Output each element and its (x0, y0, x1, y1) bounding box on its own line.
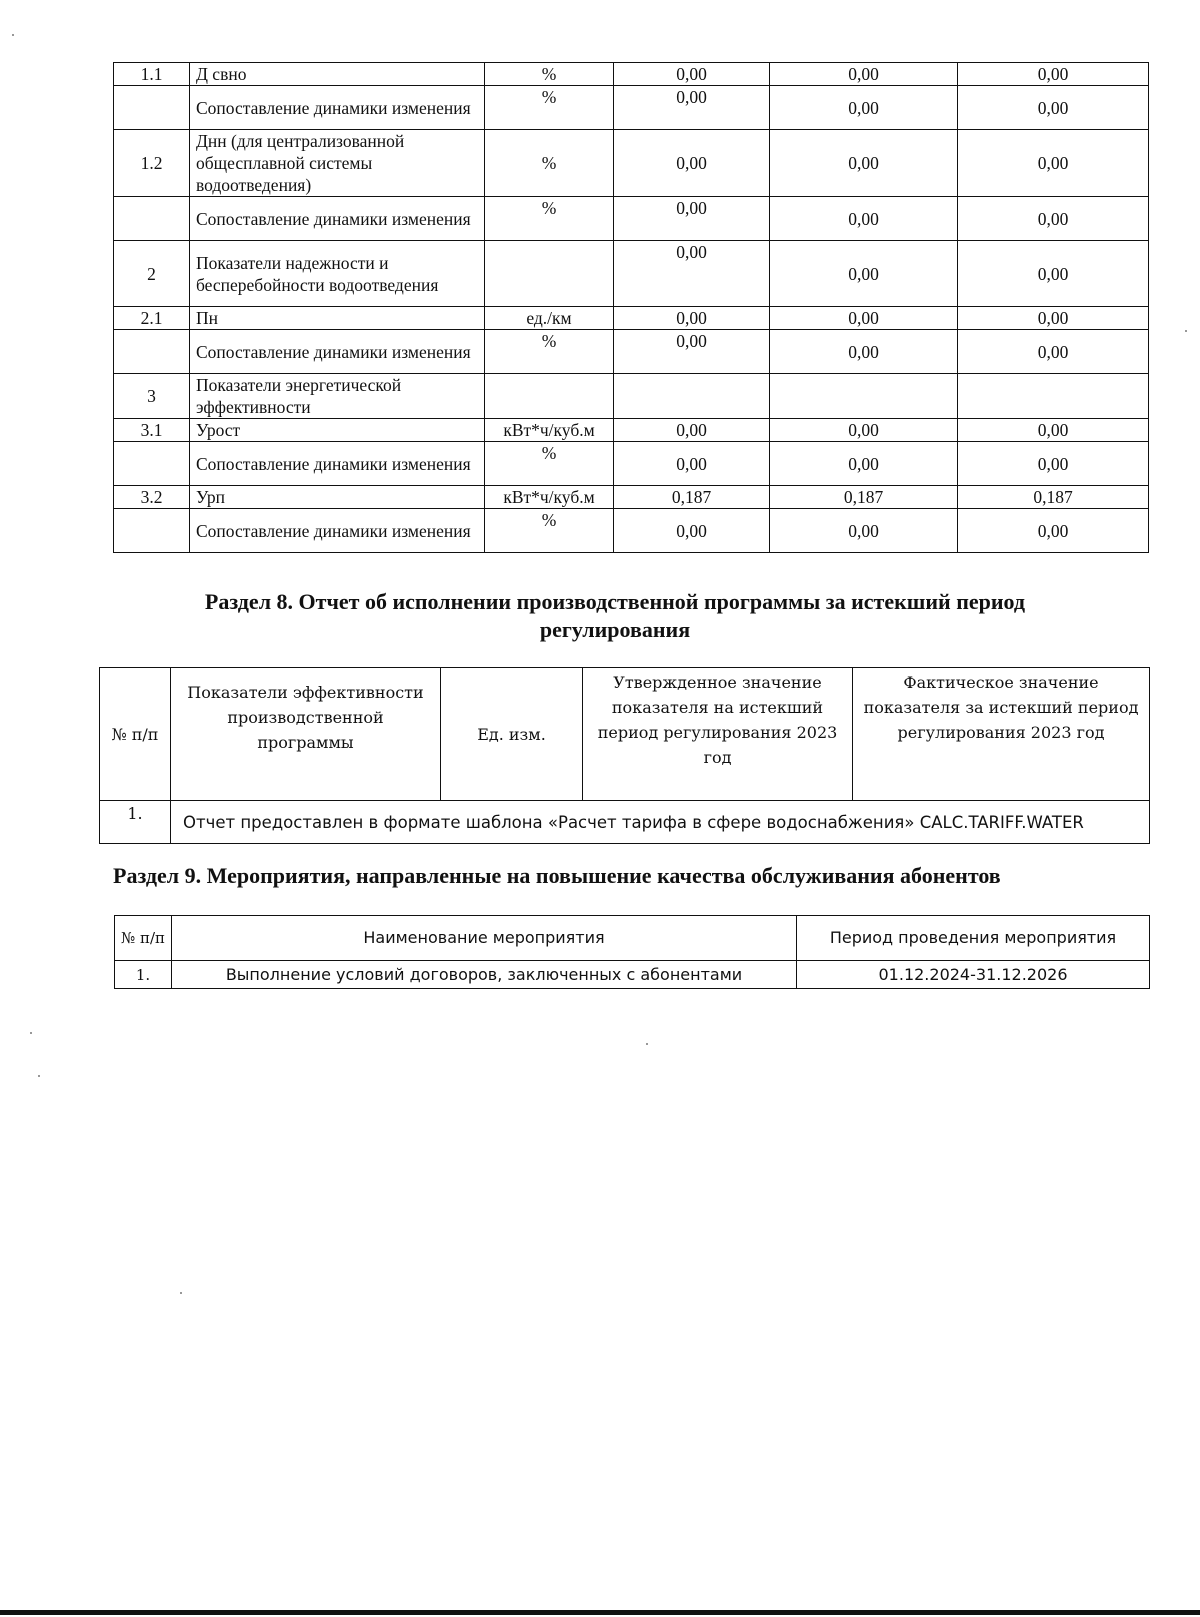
row-number: 1.2 (114, 130, 190, 197)
scan-speck (180, 1292, 182, 1294)
value-cell: 0,00 (614, 509, 770, 553)
value-cell: 0,00 (958, 330, 1149, 374)
value-cell: 0,00 (614, 197, 770, 241)
value-cell: 0,00 (614, 307, 770, 330)
row-number: 2 (114, 241, 190, 307)
value-cell: 0,00 (770, 86, 958, 130)
production-program-report-table (99, 667, 1150, 844)
table-row (114, 130, 1149, 197)
table-row (114, 330, 1149, 374)
header-actual-value: Фактическое значение показателя за истекший период регулирования 2023 год (853, 668, 1150, 801)
table-row (114, 197, 1149, 241)
row-number: 3.2 (114, 486, 190, 509)
indicator-name: Сопоставление динамики изменения (190, 442, 485, 486)
value-cell: 0,00 (958, 86, 1149, 130)
value-cell (614, 374, 770, 419)
scan-speck (646, 1043, 648, 1045)
value-cell: 0,00 (614, 86, 770, 130)
row-number (114, 442, 190, 486)
value-cell: 0,00 (958, 63, 1149, 86)
value-cell: 0,00 (770, 330, 958, 374)
header-approved-value: Утвержденное значение показателя на истекший период регулирования 2023 год (583, 668, 853, 801)
table-row (115, 961, 1150, 989)
row-number: 1. (115, 961, 172, 989)
header-unit: Ед. изм. (441, 668, 583, 801)
measure-name: Выполнение условий договоров, заключенных с абонентами (172, 961, 797, 989)
indicator-name: Пн (190, 307, 485, 330)
scan-speck (38, 1075, 40, 1077)
table-row (114, 419, 1149, 442)
value-cell: 0,00 (770, 419, 958, 442)
value-cell: 0,00 (614, 419, 770, 442)
measure-period: 01.12.2024-31.12.2026 (797, 961, 1150, 989)
section-8-title (150, 588, 1080, 644)
unit-cell: кВт*ч/куб.м (485, 486, 614, 509)
unit-cell: % (485, 509, 614, 553)
table-row (114, 86, 1149, 130)
value-cell: 0,00 (614, 241, 770, 307)
value-cell: 0,187 (958, 486, 1149, 509)
value-cell: 0,00 (770, 63, 958, 86)
value-cell: 0,00 (614, 63, 770, 86)
indicator-name: Днн (для централизованной общесплавной системы водоотведения) (190, 130, 485, 197)
unit-cell: кВт*ч/куб.м (485, 419, 614, 442)
table-header-row (100, 668, 1150, 801)
value-cell: 0,00 (958, 130, 1149, 197)
table-row (114, 486, 1149, 509)
value-cell: 0,00 (958, 509, 1149, 553)
report-note: Отчет предоставлен в формате шаблона «Расчет тарифа в сфере водоснабжения» CALC.TARIFF.WATER (171, 801, 1150, 844)
row-number (114, 330, 190, 374)
value-cell (958, 374, 1149, 419)
row-number (114, 509, 190, 553)
value-cell: 0,00 (958, 307, 1149, 330)
header-measure-name: Наименование мероприятия (172, 916, 797, 961)
table-row (114, 241, 1149, 307)
table-row (100, 801, 1150, 844)
row-number (114, 197, 190, 241)
scan-speck (1185, 330, 1187, 332)
row-number (114, 86, 190, 130)
value-cell: 0,187 (770, 486, 958, 509)
unit-cell: % (485, 442, 614, 486)
value-cell: 0,00 (770, 509, 958, 553)
value-cell: 0,187 (614, 486, 770, 509)
table-header-row (115, 916, 1150, 961)
table-row (114, 509, 1149, 553)
unit-cell: % (485, 197, 614, 241)
value-cell: 0,00 (614, 442, 770, 486)
section-8-title-line-2: регулирования (539, 617, 691, 642)
indicator-name: Д свно (190, 63, 485, 86)
row-number: 1. (100, 801, 171, 844)
value-cell: 0,00 (958, 442, 1149, 486)
unit-cell: % (485, 130, 614, 197)
value-cell (770, 374, 958, 419)
table-row (114, 63, 1149, 86)
row-number: 1.1 (114, 63, 190, 86)
value-cell: 0,00 (770, 442, 958, 486)
scan-speck (12, 34, 14, 36)
service-quality-measures-table (114, 915, 1150, 989)
indicator-name: Сопоставление динамики изменения (190, 330, 485, 374)
header-num: № п/п (100, 668, 171, 801)
unit-cell: % (485, 63, 614, 86)
value-cell: 0,00 (958, 419, 1149, 442)
unit-cell: % (485, 330, 614, 374)
indicator-name: Показатели надежности и бесперебойности водоотведения (190, 241, 485, 307)
indicator-name: Показатели энергетической эффективности (190, 374, 485, 419)
value-cell: 0,00 (958, 197, 1149, 241)
table-row (114, 307, 1149, 330)
row-number: 3.1 (114, 419, 190, 442)
section-9-title: Раздел 9. Мероприятия, направленные на повышение качества обслуживания абонентов (113, 863, 1001, 888)
value-cell: 0,00 (770, 197, 958, 241)
scan-edge-bar (0, 1610, 1200, 1615)
value-cell: 0,00 (614, 130, 770, 197)
row-number: 2.1 (114, 307, 190, 330)
value-cell: 0,00 (770, 307, 958, 330)
indicators-table (113, 62, 1149, 553)
value-cell: 0,00 (770, 241, 958, 307)
unit-cell (485, 241, 614, 307)
header-period: Период проведения мероприятия (797, 916, 1150, 961)
indicator-name: Сопоставление динамики изменения (190, 509, 485, 553)
table-row (114, 374, 1149, 419)
value-cell: 0,00 (958, 241, 1149, 307)
unit-cell: ед./км (485, 307, 614, 330)
value-cell: 0,00 (770, 130, 958, 197)
header-indicators: Показатели эффективности производственной программы (171, 668, 441, 801)
table-row (114, 442, 1149, 486)
scan-speck (30, 1032, 32, 1034)
row-number: 3 (114, 374, 190, 419)
indicator-name: Сопоставление динамики изменения (190, 86, 485, 130)
unit-cell: % (485, 86, 614, 130)
unit-cell (485, 374, 614, 419)
section-8-title-line-1: Раздел 8. Отчет об исполнении производственной программы за истекший период (204, 589, 1026, 614)
indicator-name: Урост (190, 419, 485, 442)
header-num: № п/п (115, 916, 172, 961)
value-cell: 0,00 (614, 330, 770, 374)
indicator-name: Сопоставление динамики изменения (190, 197, 485, 241)
indicator-name: Урп (190, 486, 485, 509)
